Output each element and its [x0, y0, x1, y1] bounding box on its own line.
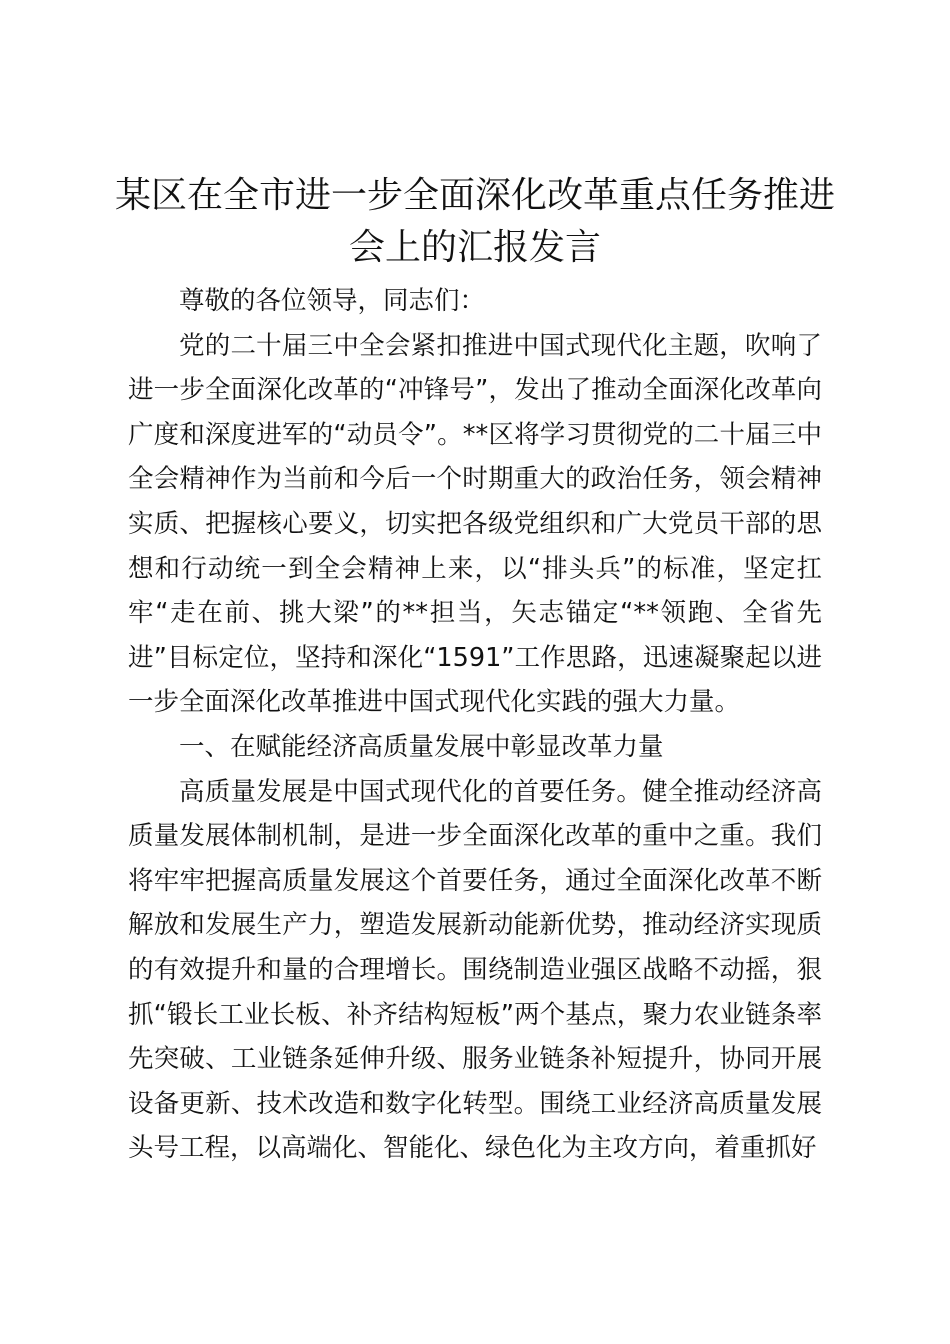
greeting: 尊敬的各位领导，同志们：: [179, 286, 486, 316]
document-body: [128, 279, 822, 1171]
section-heading-1: 一、在赋能经济高质量发展中彰显改革力量: [179, 731, 664, 762]
title-line-2: 会上的汇报发言: [348, 227, 601, 268]
document-title: [110, 170, 840, 274]
title-line-1: 某区在全市进一步全面深化改革重点任务推进: [114, 175, 835, 216]
paragraph-section-1: 高质量发展是中国式现代化的首要任务。健全推动经济高质量发展体制机制，是进一步全面深化改革的重中之重。我们将牢牢把握高质量发展这个首要任务，通过全面深化改革不断解放和发展生产力，塑造发展新动能新优势，推动经济实现质的有效提升和量的合理增长。围绕制造业强区战略不动摇，狠抓“锻长工业长板、补齐结构短板”两个基点，聚力农业链条率先突破、工业链条延伸升级、服务业链条补短提升，协同开展设备更新、技术改造和数字化转型。围绕工业经济高质量发展头号工程，以高端化、智能化、绿色化为主攻方向，着重抓好: [128, 776, 822, 1164]
paragraph-intro: 党的二十届三中全会紧扣推进中国式现代化主题，吹响了进一步全面深化改革的“冲锋号”，发出了推动全面深化改革向广度和深度进军的“动员令”。**区将学习贯彻党的二十届三中全会精神作为当前和今后一个时期重大的政治任务，领会精神实质、把握核心要义，切实把各级党组织和广大党员干部的思想和行动统一到全会精神上来，以“排头兵”的标准，坚定扛牢“走在前、挑大梁”的**担当，矢志锚定“**领跑、全省先进”目标定位，坚持和深化“1591”工作思路，迅速凝聚起以进一步全面深化改革推进中国式现代化实践的强大力量。: [128, 330, 822, 718]
